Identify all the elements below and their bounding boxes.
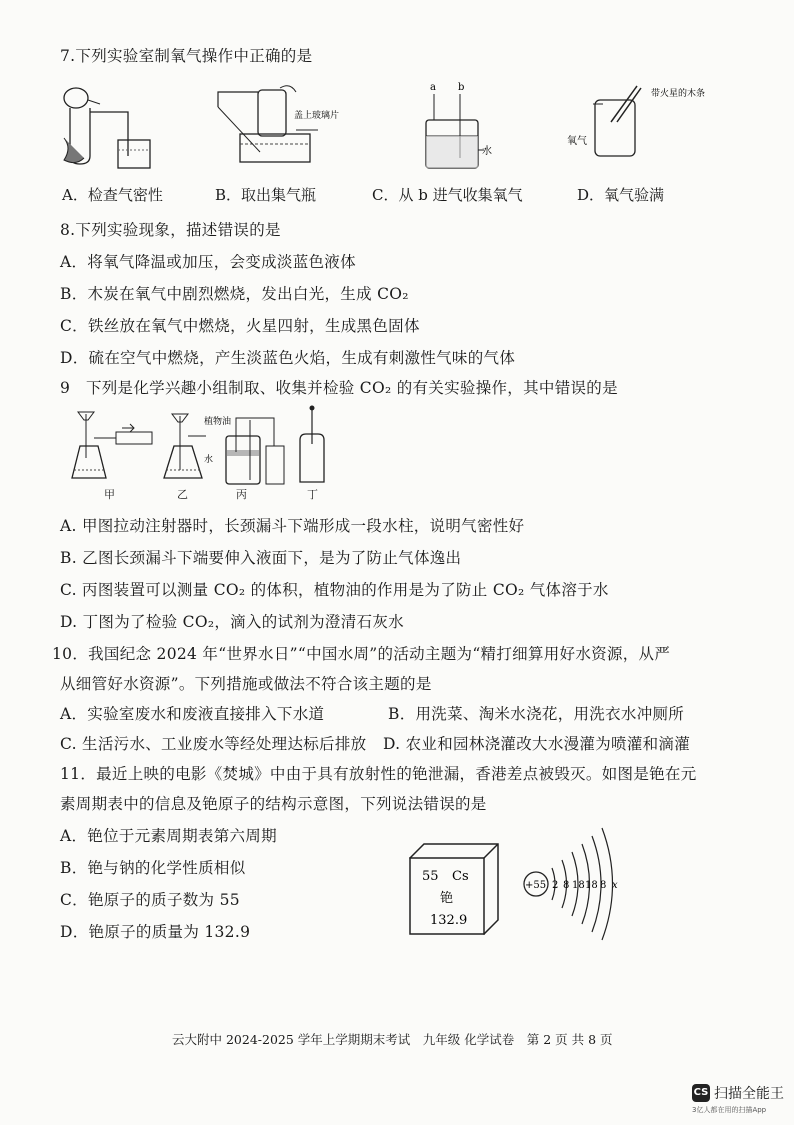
q10-option-b: B．用洗菜、淘米水浇花，用洗衣水冲厕所 bbox=[388, 705, 685, 723]
q9-option-d: D. 丁图为了检验 CO₂，滴入的试剂为澄清石灰水 bbox=[60, 613, 404, 631]
q9-label-water: 水 bbox=[204, 455, 214, 465]
q9-figure-bing bbox=[204, 410, 296, 488]
q7-option-d: D．氧气验满 bbox=[577, 186, 665, 204]
watermark-subtitle: 3亿人都在用的扫描App bbox=[692, 1105, 767, 1114]
scanner-watermark bbox=[692, 1082, 784, 1115]
shell-3: 18 bbox=[572, 880, 585, 891]
q9-option-c: C. 丙图装置可以测量 CO₂ 的体积，植物油的作用是为了防止 CO₂ 气体溶于水 bbox=[60, 581, 609, 599]
q7-figure-b bbox=[210, 82, 340, 167]
atom-structure-diagram bbox=[518, 822, 638, 942]
q10-option-d: D. 农业和园林浇灌改大水漫灌为喷灌和滴灌 bbox=[383, 735, 691, 753]
q9-label-oil: 植物油 bbox=[204, 417, 232, 427]
element-name: 铯 bbox=[440, 891, 454, 906]
q11-option-d: D．铯原子的质量为 132.9 bbox=[60, 923, 251, 941]
q7-stem: 7.下列实验室制氧气操作中正确的是 bbox=[60, 47, 313, 65]
q7-label-glass: 盖上玻璃片 bbox=[294, 111, 340, 121]
q10-option-a: A．实验室废水和废液直接排入下水道 bbox=[60, 705, 325, 723]
q10-stem-line1: 10．我国纪念 2024 年“世界水日”“中国水周”的活动主题为“精打细算用好水资源，从严 bbox=[52, 645, 671, 663]
watermark-name: 扫描全能王 bbox=[714, 1085, 784, 1102]
page-footer: 云大附中 2024-2025 学年上学期期末考试 九年级 化学试卷 第 2 页 共 8 页 bbox=[172, 1032, 613, 1047]
q8-option-b: B．木炭在氧气中剧烈燃烧，发出白光，生成 CO₂ bbox=[60, 285, 409, 303]
q9-label-jia: 甲 bbox=[104, 488, 115, 501]
q7-label-a: a bbox=[430, 82, 436, 93]
q10-option-c: C. 生活污水、工业废水等经处理达标后排放 bbox=[60, 735, 367, 753]
q10-stem-line2: 从细管好水资源”。下列措施或做法不符合该主题的是 bbox=[60, 675, 432, 693]
camscanner-logo-icon: CS bbox=[692, 1084, 710, 1102]
q11-option-c: C．铯原子的质子数为 55 bbox=[60, 891, 240, 909]
q9-option-b: B. 乙图长颈漏斗下端要伸入液面下，是为了防止气体逸出 bbox=[60, 549, 462, 567]
q9-stem: 9 下列是化学兴趣小组制取、收集并检验 CO₂ 的有关实验操作，其中错误的是 bbox=[60, 379, 618, 397]
q8-stem: 8.下列实验现象，描述错误的是 bbox=[60, 221, 281, 239]
q9-label-bing: 丙 bbox=[236, 488, 247, 501]
shell-4: 18 bbox=[585, 880, 598, 891]
atom-nucleus: +55 bbox=[525, 880, 547, 891]
q9-figure-jia bbox=[70, 406, 160, 486]
q8-option-a: A．将氧气降温或加压，会变成淡蓝色液体 bbox=[60, 253, 356, 271]
q11-stem-line1: 11．最近上映的电影《焚城》中由于具有放射性的铯泄漏，香港差点被毁灭。如图是铯在元 bbox=[60, 765, 697, 783]
q7-label-splint: 带火星的木条 bbox=[651, 89, 706, 99]
q9-figure-yi bbox=[162, 412, 210, 486]
q7-option-b: B．取出集气瓶 bbox=[215, 186, 317, 204]
q11-option-a: A．铯位于元素周期表第六周期 bbox=[60, 827, 277, 845]
shell-6: x bbox=[612, 880, 618, 891]
q11-stem-line2: 素周期表中的信息及铯原子的结构示意图，下列说法错误的是 bbox=[60, 795, 487, 813]
shell-1: 2 bbox=[552, 880, 559, 891]
q11-option-b: B．铯与钠的化学性质相似 bbox=[60, 859, 246, 877]
shell-2: 8 bbox=[563, 880, 570, 891]
q9-option-a: A. 甲图拉动注射器时，长颈漏斗下端形成一段水柱，说明气密性好 bbox=[60, 517, 525, 535]
element-symbol: Cs bbox=[452, 869, 469, 884]
q9-label-yi: 乙 bbox=[177, 488, 188, 501]
q7-figure-c bbox=[420, 80, 495, 175]
q9-figure-ding bbox=[292, 404, 332, 488]
q9-label-ding: 丁 bbox=[307, 488, 318, 501]
q7-label-oxygen: 氧气 bbox=[567, 136, 587, 147]
q7-option-a: A．检查气密性 bbox=[62, 186, 163, 204]
q7-figure-d bbox=[565, 82, 706, 172]
q7-figure-a bbox=[58, 78, 158, 173]
q7-label-water: 水 bbox=[482, 146, 492, 157]
element-cell bbox=[408, 842, 500, 938]
q7-label-b: b bbox=[458, 82, 465, 93]
shell-5: 8 bbox=[600, 880, 607, 891]
q8-option-c: C．铁丝放在氧气中燃烧，火星四射，生成黑色固体 bbox=[60, 317, 420, 335]
element-mass: 132.9 bbox=[430, 913, 468, 928]
q8-option-d: D．硫在空气中燃烧，产生淡蓝色火焰，生成有刺激性气味的气体 bbox=[60, 349, 516, 367]
element-number: 55 bbox=[422, 869, 439, 884]
q7-option-c: C．从 b 进气收集氧气 bbox=[372, 186, 523, 204]
